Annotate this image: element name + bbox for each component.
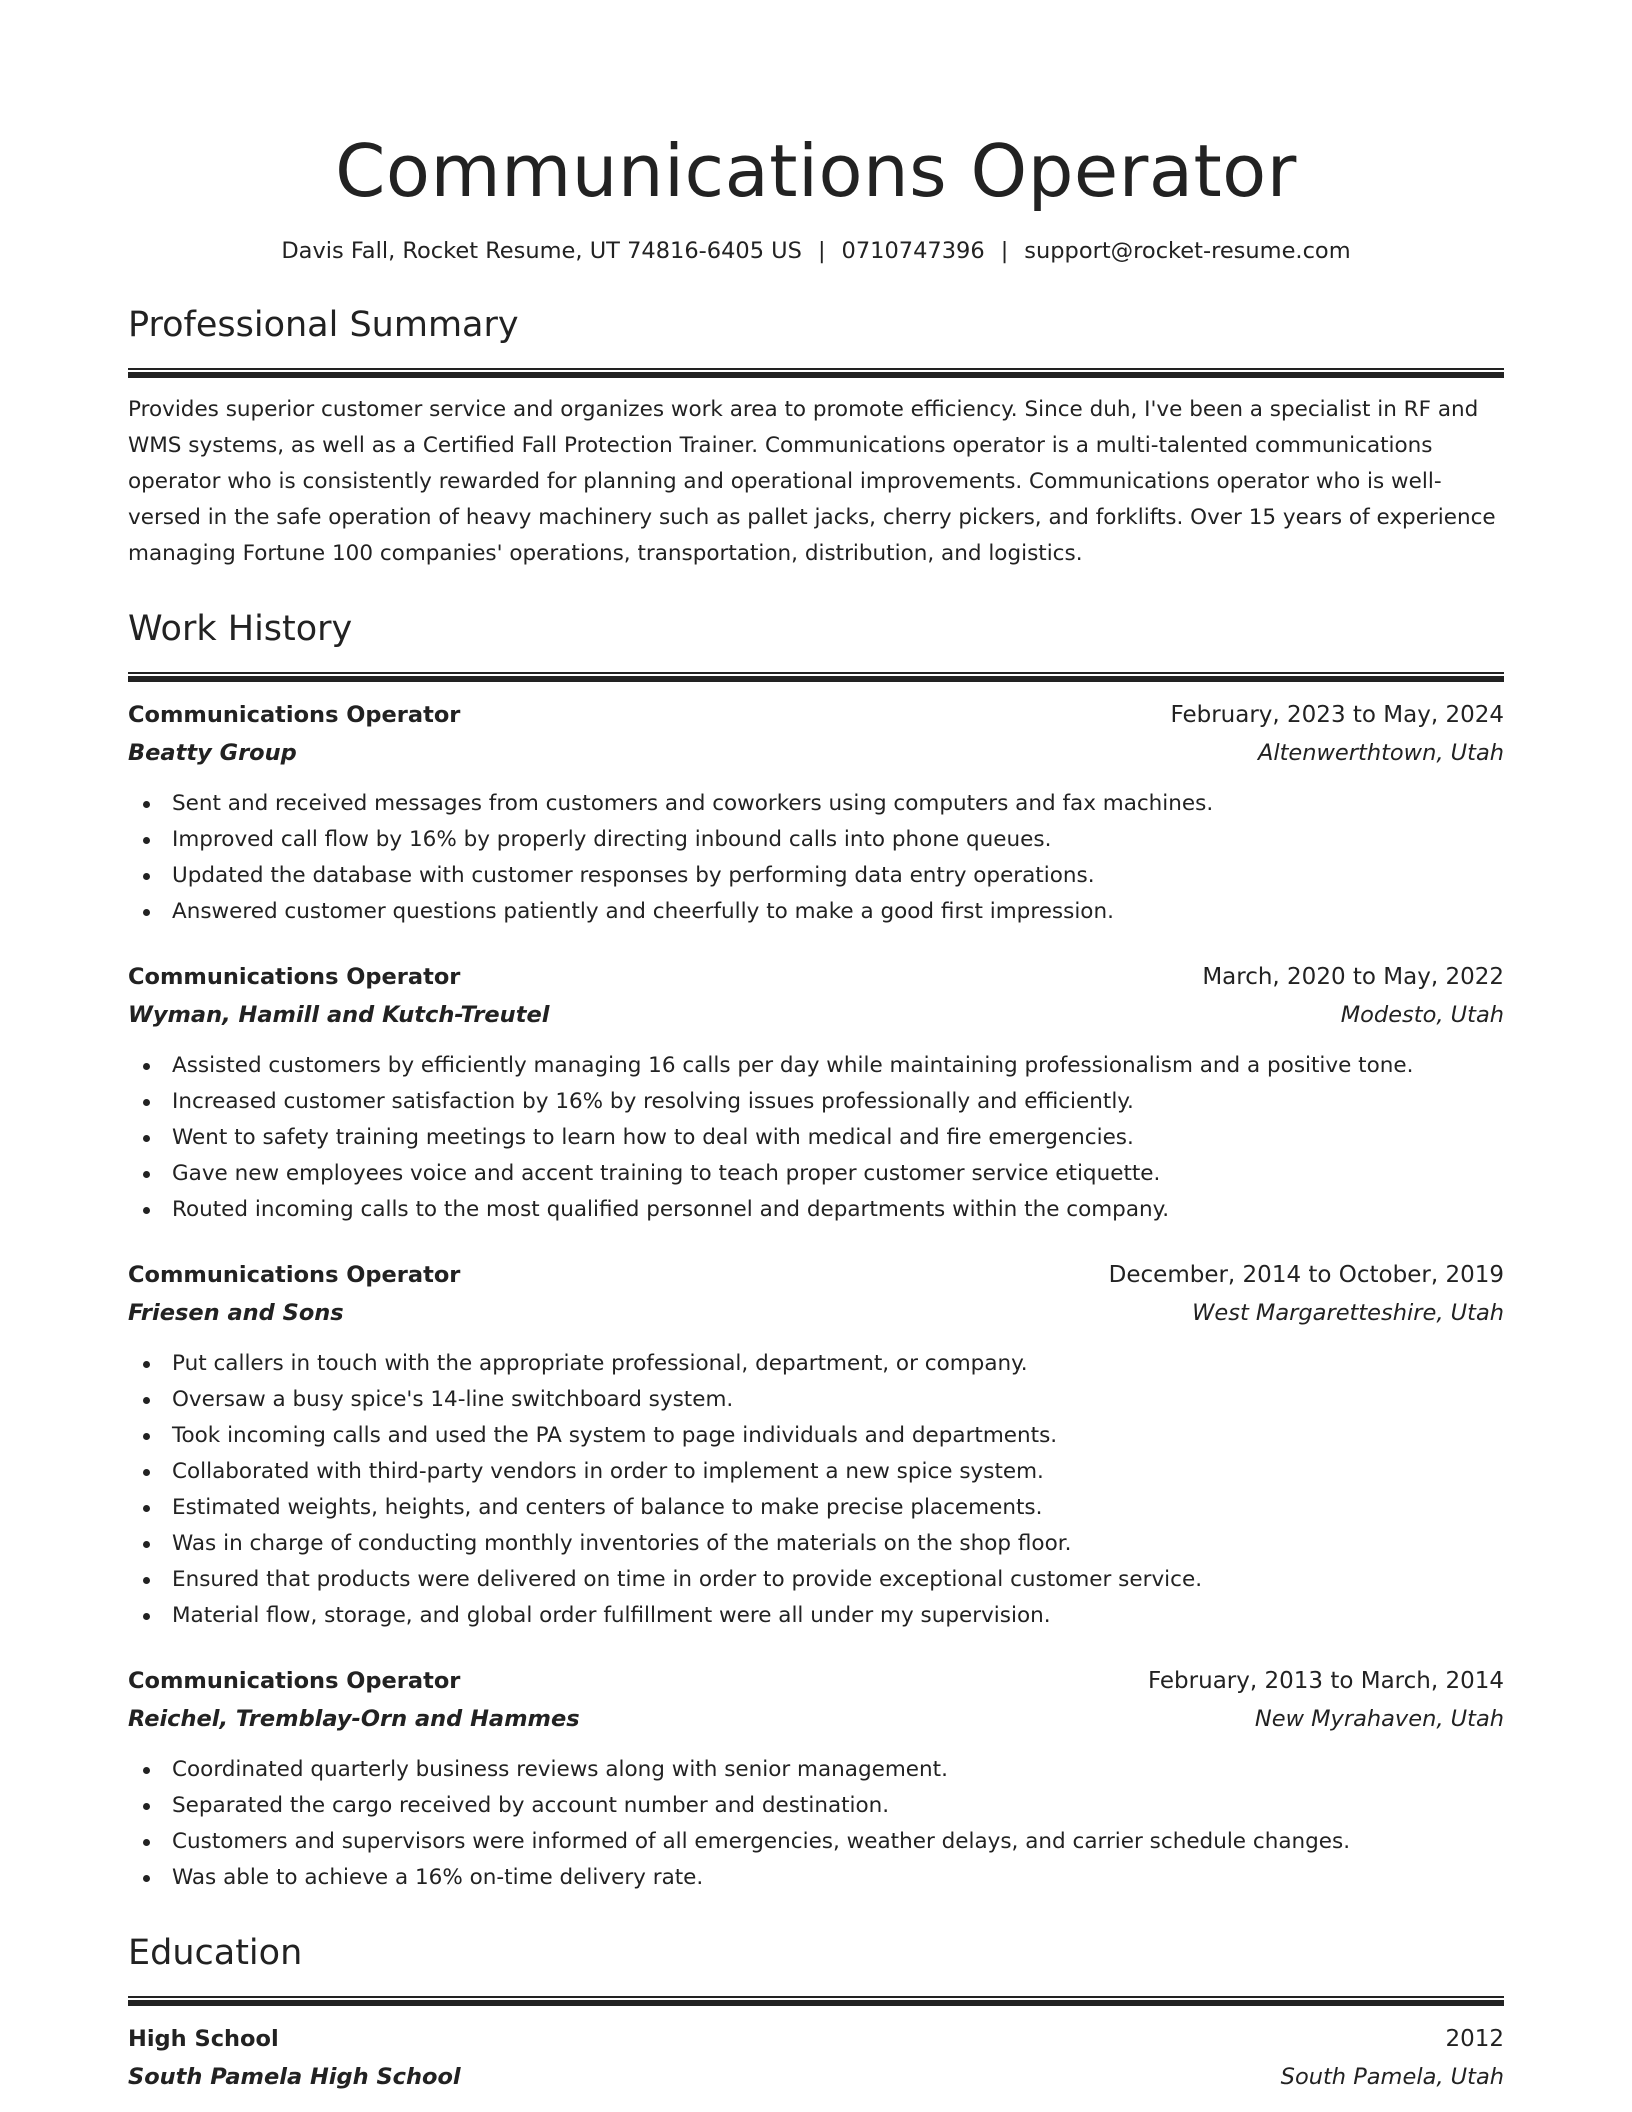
job-entry bbox=[128, 696, 1504, 930]
job-location: West Margaretteshire, Utah bbox=[1192, 1300, 1504, 1326]
job-dates: December, 2014 to October, 2019 bbox=[1108, 1262, 1504, 1288]
job-company: Friesen and Sons bbox=[128, 1300, 344, 1326]
job-bullet: Collaborated with third-party vendors in order to implement a new spice system. bbox=[128, 1454, 1504, 1490]
section-divider bbox=[128, 1996, 1504, 2006]
job-bullets bbox=[128, 786, 1504, 930]
resume-title: Communications Operator bbox=[335, 129, 1297, 213]
job-bullet: Gave new employees voice and accent training to teach proper customer service etiquette. bbox=[128, 1156, 1504, 1192]
job-bullets bbox=[128, 1752, 1504, 1896]
education-degree: High School bbox=[128, 2026, 279, 2052]
job-bullet: Went to safety training meetings to learn how to deal with medical and fire emergencies. bbox=[128, 1120, 1504, 1156]
job-title: Communications Operator bbox=[128, 964, 461, 990]
job-bullet: Increased customer satisfaction by 16% by resolving issues professionally and efficiently. bbox=[128, 1084, 1504, 1120]
contact-line bbox=[128, 234, 1504, 268]
job-location: Altenwerthtown, Utah bbox=[1257, 740, 1504, 766]
job-company: Beatty Group bbox=[128, 740, 297, 766]
job-bullet: Coordinated quarterly business reviews along with senior management. bbox=[128, 1752, 1504, 1788]
job-bullets bbox=[128, 1346, 1504, 1634]
contact-phone: 0710747396 bbox=[841, 238, 985, 264]
section-divider bbox=[128, 368, 1504, 378]
summary-text: Provides superior customer service and organizes work area to promote efficiency. Since duh, I've been a specialist in RF and WMS systems, as well as a Certified Fall Protection Trainer. Communications operator is a multi-talented communications operator who is consistently rewarded for planning and operational improvements. Communications operator who is well-versed in the safe operation of heavy machinery such as pallet jacks, cherry pickers, and forklifts. Over 15 years of experience managing Fortune 100 companies' operations, transportation, distribution, and logistics. bbox=[128, 397, 1496, 566]
job-bullet: Answered customer questions patiently and cheerfully to make a good first impression. bbox=[128, 894, 1504, 930]
job-bullet: Was in charge of conducting monthly inventories of the materials on the shop floor. bbox=[128, 1526, 1504, 1562]
job-bullet: Assisted customers by efficiently managing 16 calls per day while maintaining professionalism and a positive tone. bbox=[128, 1048, 1504, 1084]
job-bullet: Updated the database with customer responses by performing data entry operations. bbox=[128, 858, 1504, 894]
education-school: South Pamela High School bbox=[128, 2064, 461, 2090]
job-title: Communications Operator bbox=[128, 1668, 461, 1694]
job-location: New Myrahaven, Utah bbox=[1254, 1706, 1504, 1732]
contact-separator: | bbox=[1000, 238, 1009, 264]
job-entry bbox=[128, 1256, 1504, 1634]
job-bullet: Sent and received messages from customers and coworkers using computers and fax machines. bbox=[128, 786, 1504, 822]
section-heading-summary: Professional Summary bbox=[128, 305, 519, 345]
contact-address: Davis Fall, Rocket Resume, UT 74816-6405 US bbox=[281, 238, 802, 264]
job-bullet: Oversaw a busy spice's 14-line switchboard system. bbox=[128, 1382, 1504, 1418]
job-bullet: Routed incoming calls to the most qualified personnel and departments within the company. bbox=[128, 1192, 1504, 1228]
contact-email[interactable]: support@rocket-resume.com bbox=[1024, 238, 1351, 264]
job-bullets bbox=[128, 1048, 1504, 1228]
job-company: Reichel, Tremblay-Orn and Hammes bbox=[128, 1706, 580, 1732]
job-bullet: Was able to achieve a 16% on-time delivery rate. bbox=[128, 1860, 1504, 1896]
education-location: South Pamela, Utah bbox=[1280, 2064, 1504, 2090]
section-divider bbox=[128, 672, 1504, 682]
job-bullet: Took incoming calls and used the PA system to page individuals and departments. bbox=[128, 1418, 1504, 1454]
job-entry bbox=[128, 1662, 1504, 1896]
job-bullet: Separated the cargo received by account number and destination. bbox=[128, 1788, 1504, 1824]
job-dates: February, 2023 to May, 2024 bbox=[1170, 702, 1504, 728]
job-title: Communications Operator bbox=[128, 702, 461, 728]
contact-separator: | bbox=[817, 238, 826, 264]
job-dates: February, 2013 to March, 2014 bbox=[1147, 1668, 1504, 1694]
job-bullet: Improved call flow by 16% by properly directing inbound calls into phone queues. bbox=[128, 822, 1504, 858]
job-bullet: Customers and supervisors were informed of all emergencies, weather delays, and carrier schedule changes. bbox=[128, 1824, 1504, 1860]
education-entry bbox=[128, 2020, 1504, 2096]
job-title: Communications Operator bbox=[128, 1262, 461, 1288]
education-year: 2012 bbox=[1445, 2026, 1504, 2052]
job-bullet: Estimated weights, heights, and centers of balance to make precise placements. bbox=[128, 1490, 1504, 1526]
resume-page bbox=[128, 112, 1504, 2096]
job-bullet: Ensured that products were delivered on time in order to provide exceptional customer service. bbox=[128, 1562, 1504, 1598]
section-heading-education: Education bbox=[128, 1933, 303, 1973]
job-entry bbox=[128, 958, 1504, 1228]
job-bullet: Material flow, storage, and global order fulfillment were all under my supervision. bbox=[128, 1598, 1504, 1634]
job-location: Modesto, Utah bbox=[1340, 1002, 1504, 1028]
job-dates: March, 2020 to May, 2022 bbox=[1202, 964, 1504, 990]
section-heading-work-history: Work History bbox=[128, 609, 353, 649]
job-company: Wyman, Hamill and Kutch-Treutel bbox=[128, 1002, 550, 1028]
job-bullet: Put callers in touch with the appropriate professional, department, or company. bbox=[128, 1346, 1504, 1382]
